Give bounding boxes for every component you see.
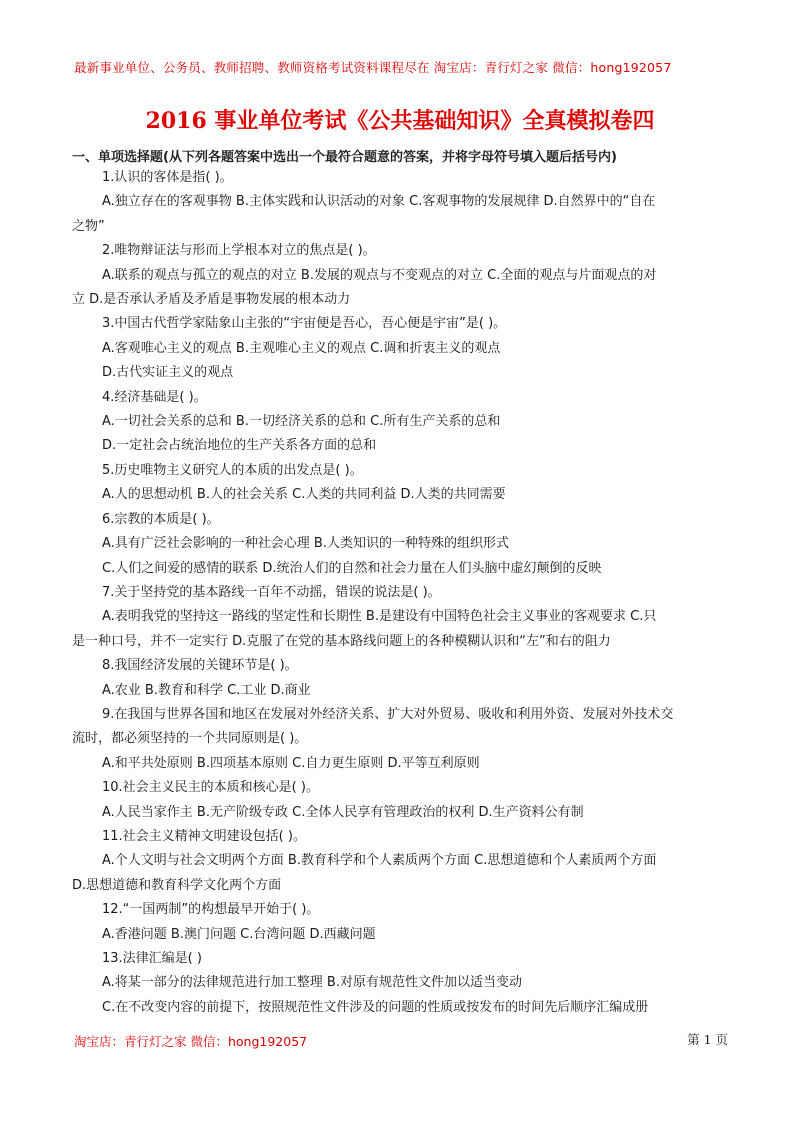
question-stem: 13.法律汇编是( ): [102, 951, 202, 966]
question-stem: 9.在我国与世界各国和地区在发展对外经济关系、扩大对外贸易、吸收和利用外资、发展对外技术交: [102, 706, 674, 722]
question-stem: 8.我国经济发展的关键环节是( )。: [102, 658, 298, 674]
question-stem: 3.中国古代哲学家陆象山主张的“宇宙便是吾心，吾心便是宇宙”是( )。: [102, 316, 507, 332]
section-heading: 一、单项选择题(从下列各题答案中选出一个最符合题意的答案，并将字母符号填入题后括号内): [72, 150, 617, 165]
footer-ad-text: 淘宝店：青行灯之家 微信：hong192057: [74, 1034, 308, 1049]
question-stem: 1.认识的客体是指( )。: [102, 170, 233, 185]
continued-line: 立 D.是否承认矛盾及矛盾是事物发展的根本动力: [72, 292, 351, 308]
question-options: A.人的思想动机 B.人的社会关系 C.人类的共同利益 D.人类的共同需要: [102, 487, 506, 503]
question-options: A.联系的观点与孤立的观点的对立 B.发展的观点与不变观点的对立 C.全面的观点与片面观点的对: [102, 267, 657, 283]
question-options: D.一定社会占统治地位的生产关系各方面的总和: [102, 438, 377, 454]
header-ad-text: 最新事业单位、公务员、教师招聘、教师资格考试资料课程尽在 淘宝店：青行灯之家 微信：hong192057: [74, 60, 672, 75]
continued-line: 流时，都必须坚持的一个共同原则是( )。: [72, 731, 308, 747]
question-stem: 11.社会主义精神文明建设包括( )。: [102, 828, 306, 844]
question-options: C.在不改变内容的前提下，按照规范性文件涉及的问题的性质或按发布的时间先后顺序汇编成册: [102, 999, 649, 1015]
continued-line: 之物”: [72, 218, 105, 234]
question-options: C.人们之间爱的感情的联系 D.统治人们的自然和社会力量在人们头脑中虚幻颠倒的反映: [102, 560, 602, 576]
question-options: A.和平共处原则 B.四项基本原则 C.自力更生原则 D.平等互利原则: [102, 755, 480, 771]
question-options: A.独立存在的客观事物 B.主体实践和认识活动的对象 C.客观事物的发展规律 D.自然界中的“自在: [102, 194, 656, 210]
question-options: A.表明我党的坚持这一路线的坚定性和长期性 B.是建设有中国特色社会主义事业的客观要求 C.只: [102, 609, 657, 625]
question-options: A.具有广泛社会影响的一种社会心理 B.人类知识的一种特殊的组织形式: [102, 536, 509, 552]
question-stem: 6.宗教的本质是( )。: [102, 511, 220, 527]
question-options: A.香港问题 B.澳门问题 C.台湾问题 D.西藏问题: [102, 926, 376, 942]
question-stem: 5.历史唯物主义研究人的本质的出发点是( )。: [102, 462, 363, 478]
question-stem: 12.“一国两制”的构想最早开始于( )。: [102, 902, 320, 918]
page-number: 第 1 页: [687, 1032, 728, 1047]
question-stem: 10.社会主义民主的本质和核心是( )。: [102, 780, 319, 796]
continued-line: D.思想道德和教育科学文化两个方面: [72, 877, 282, 893]
question-options: A.农业 B.教育和科学 C.工业 D.商业: [102, 682, 311, 698]
question-stem: 2.唯物辩证法与形而上学根本对立的焦点是( )。: [102, 243, 376, 259]
question-options: A.个人文明与社会文明两个方面 B.教育科学和个人素质两个方面 C.思想道德和个人素质两个方面: [102, 853, 657, 869]
question-options: D.古代实证主义的观点: [102, 365, 234, 381]
question-options: A.一切社会关系的总和 B.一切经济关系的总和 C.所有生产关系的总和: [102, 414, 501, 430]
question-list: [72, 166, 728, 1020]
question-options: A.人民当家作主 B.无产阶级专政 C.全体人民享有管理政治的权利 D.生产资料公有制: [102, 804, 584, 820]
document-title: 2016 事业单位考试《公共基础知识》全真模拟卷四: [145, 108, 655, 134]
continued-line: 是一种口号，并不一定实行 D.克服了在党的基本路线问题上的各种模糊认识和“左”和右的阻力: [72, 633, 611, 649]
question-options: A.将某一部分的法律规范进行加工整理 B.对原有规范性文件加以适当变动: [102, 975, 522, 991]
question-stem: 4.经济基础是( )。: [102, 389, 207, 405]
question-options: A.客观唯心主义的观点 B.主观唯心主义的观点 C.调和折衷主义的观点: [102, 340, 501, 356]
question-stem: 7.关于坚持党的基本路线一百年不动摇，错误的说法是( )。: [102, 584, 441, 600]
